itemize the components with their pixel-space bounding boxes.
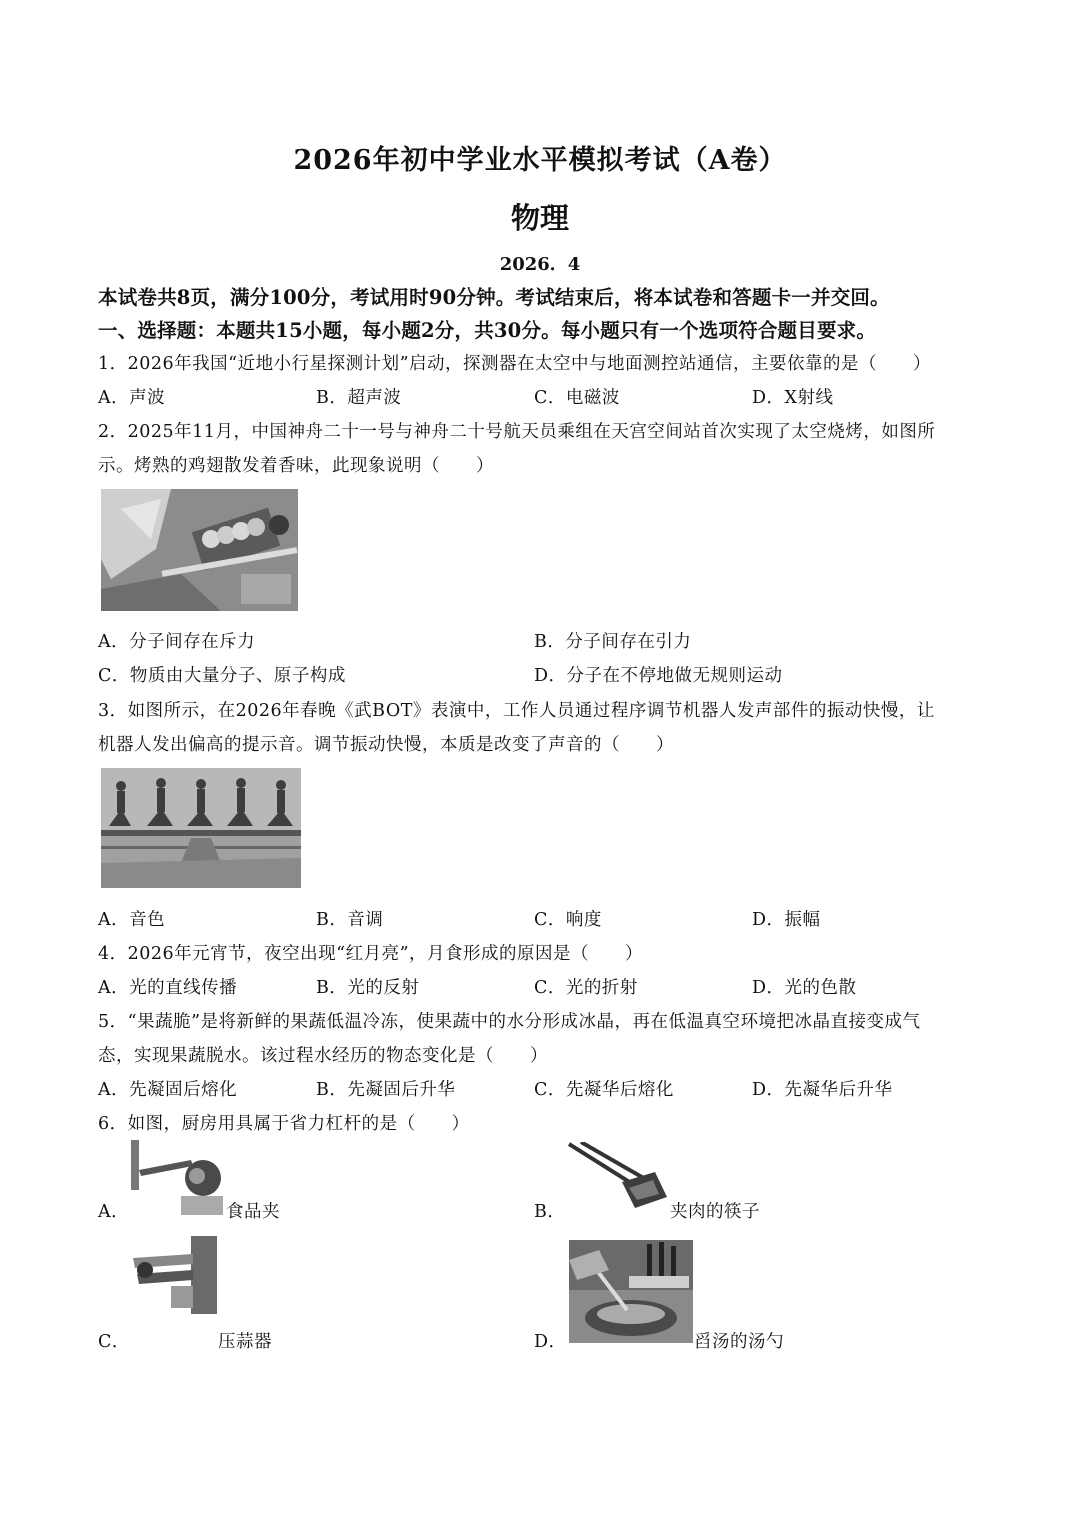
- q4-option-b: B．光的反射: [316, 978, 420, 998]
- section-heading: 一、选择题：本题共15小题，每小题2分，共30分。每小题只有一个选项符合题目要求。: [98, 319, 877, 342]
- q2-option-c: C．物质由大量分子、原子构成: [98, 666, 346, 686]
- robot-performance-photo: [101, 768, 301, 888]
- question-4-stem: 4．2026年元宵节，夜空出现“红月亮”，月食形成的原因是（ ）: [98, 944, 644, 964]
- q4-option-a: A．光的直线传播: [98, 978, 238, 998]
- q4-option-d: D．光的色散: [752, 978, 857, 998]
- q5-option-c: C．先凝华后熔化: [534, 1080, 674, 1100]
- q1-option-c: C．电磁波: [534, 388, 620, 408]
- question-2-stem-line1: 2．2025年11月，中国神舟二十一号与神舟二十号航天员乘组在天宫空间站首次实现了太空烧烤，如图所: [98, 422, 936, 442]
- food-tongs-photo: [131, 1140, 223, 1215]
- question-3-stem-line2: 机器人发出偏高的提示音。调节振动快慢，本质是改变了声音的（ ）: [98, 735, 674, 755]
- q3-option-b: B．音调: [316, 910, 384, 930]
- q5-option-a: A．先凝固后熔化: [98, 1080, 238, 1100]
- q3-option-a: A．音色: [98, 910, 166, 930]
- soup-ladle-photo: [569, 1240, 693, 1343]
- q1-option-b: B．超声波: [316, 388, 402, 408]
- question-5-stem-line2: 态，实现果蔬脱水。该过程水经历的物态变化是（ ）: [98, 1046, 548, 1066]
- garlic-press-photo: [131, 1236, 217, 1314]
- instructions: 本试卷共8页，满分100分，考试用时90分钟。考试结束后，将本试卷和答题卡一并交回。: [98, 286, 890, 309]
- q2-option-b: B．分子间存在引力: [534, 632, 692, 652]
- q6-option-c-letter: C．: [98, 1332, 130, 1352]
- question-1-stem: 1．2026年我国“近地小行星探测计划”启动，探测器在太空中与地面测控站通信，主要依靠的是（ ）: [98, 354, 932, 374]
- q1-option-a: A．声波: [98, 388, 166, 408]
- q6-option-a-caption: 食品夹: [226, 1202, 280, 1222]
- q6-option-d-caption: 舀汤的汤勺: [694, 1332, 784, 1352]
- q6-option-b-letter: B．: [534, 1202, 566, 1222]
- q6-option-d-letter: D．: [534, 1332, 567, 1352]
- subject-title: 物理: [510, 201, 569, 235]
- q3-option-d: D．振幅: [752, 910, 821, 930]
- question-2-stem-line2: 示。烤熟的鸡翅散发着香味，此现象说明（ ）: [98, 456, 494, 476]
- q5-option-d: D．先凝华后升华: [752, 1080, 893, 1100]
- exam-date: 2026．4: [499, 254, 581, 275]
- q6-option-b-caption: 夹肉的筷子: [670, 1202, 760, 1222]
- q1-option-d: D．X射线: [752, 388, 834, 408]
- q6-option-a-letter: A．: [98, 1202, 130, 1222]
- q2-option-a: A．分子间存在斥力: [98, 632, 256, 652]
- q6-option-c-caption: 压蒜器: [218, 1332, 272, 1352]
- q2-option-d: D．分子在不停地做无规则运动: [534, 666, 783, 686]
- chopsticks-photo: [567, 1142, 670, 1212]
- q3-option-c: C．响度: [534, 910, 602, 930]
- question-6-stem: 6．如图，厨房用具属于省力杠杆的是（ ）: [98, 1114, 470, 1134]
- question-5-stem-line1: 5．“果蔬脆”是将新鲜的果蔬低温冷冻，使果蔬中的水分形成冰晶，再在低温真空环境把冰晶直接变成气: [98, 1012, 921, 1032]
- q4-option-c: C．光的折射: [534, 978, 638, 998]
- exam-title: 2026年初中学业水平模拟考试（A卷）: [293, 145, 787, 176]
- question-3-stem-line1: 3．如图所示，在2026年春晚《武BOT》表演中，工作人员通过程序调节机器人发声部件的振动快慢，让: [98, 701, 935, 721]
- space-barbecue-photo: [101, 489, 298, 611]
- q5-option-b: B．先凝固后升华: [316, 1080, 456, 1100]
